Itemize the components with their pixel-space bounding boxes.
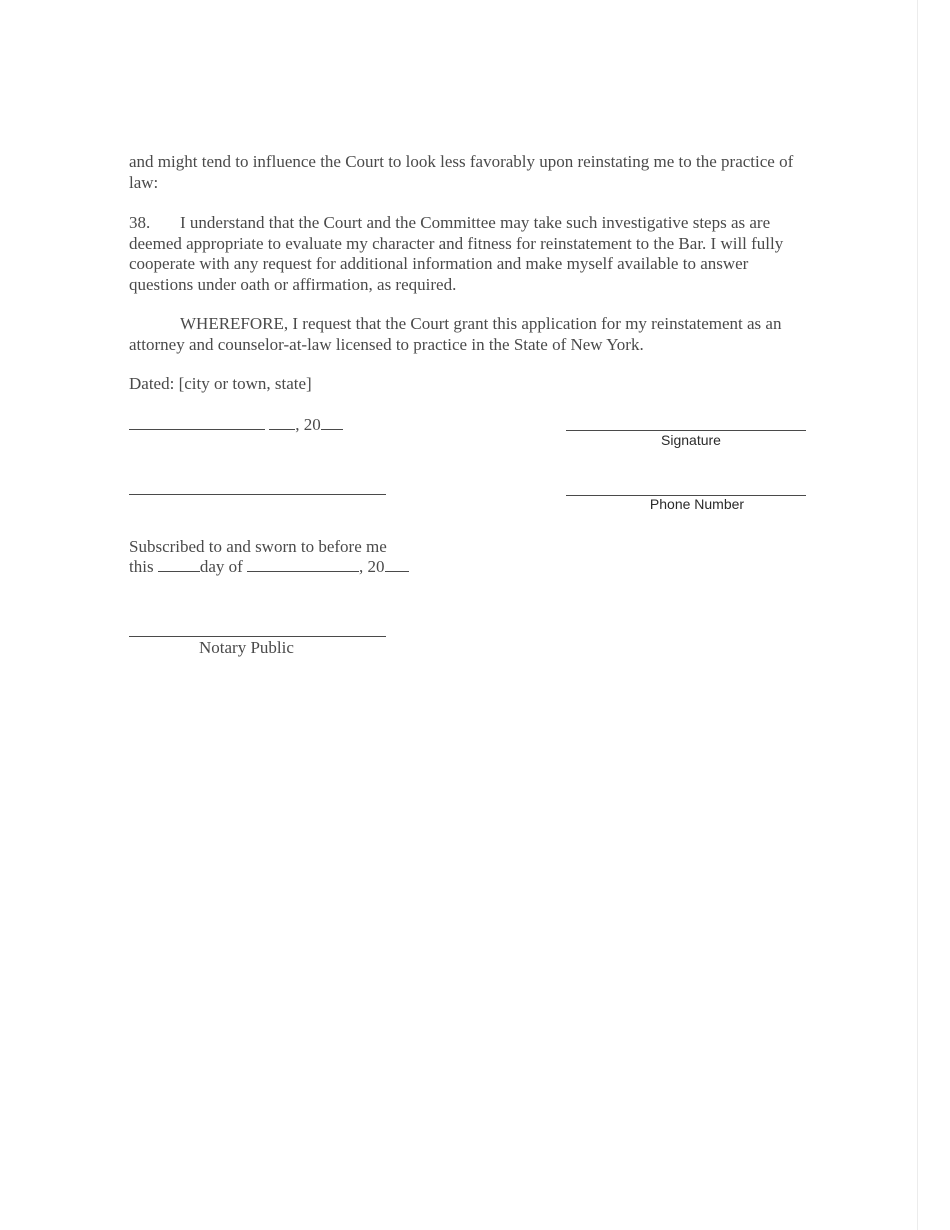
sworn-line-1: Subscribed to and sworn to before me bbox=[129, 537, 387, 556]
notary-public-label: Notary Public bbox=[199, 638, 294, 657]
phone-number-label: Phone Number bbox=[649, 496, 745, 512]
sworn-year-blank[interactable] bbox=[385, 557, 409, 572]
date-comma: , bbox=[295, 415, 304, 434]
date-fill-line bbox=[129, 415, 343, 435]
signature-line[interactable] bbox=[566, 430, 806, 431]
sworn-year-prefix: , 20 bbox=[359, 557, 385, 576]
date-month-blank[interactable] bbox=[129, 415, 265, 430]
date-day-blank[interactable] bbox=[269, 415, 295, 430]
sworn-month-blank[interactable] bbox=[247, 557, 359, 572]
dated-label: Dated: [city or town, state] bbox=[129, 374, 312, 393]
intro-paragraph: and might tend to influence the Court to look less favorably upon reinstating me to the practice of law: bbox=[129, 152, 794, 192]
date-year-blank[interactable] bbox=[321, 415, 343, 430]
paragraph-38-text: I understand that the Court and the Committee may take such investigative steps as are deemed appropriate to evaluate my character and fitness for reinstatement to the Bar. I will fully cooperate with any request for additional information and make myself available to answer questions under oath or affirmation, as required. bbox=[129, 213, 784, 294]
signature-label: Signature bbox=[661, 432, 721, 448]
notary-signature-line[interactable] bbox=[129, 636, 386, 637]
paragraph-38 bbox=[129, 213, 809, 295]
paragraph-number: 38. bbox=[129, 213, 151, 232]
sworn-day-of-label: day of bbox=[199, 557, 243, 576]
scan-edge-shadow bbox=[917, 0, 918, 1230]
sworn-line-2 bbox=[129, 557, 409, 577]
printed-name-line[interactable] bbox=[129, 494, 386, 495]
sworn-this-label: this bbox=[129, 557, 154, 576]
date-year-prefix: 20 bbox=[303, 415, 321, 434]
sworn-day-blank[interactable] bbox=[158, 557, 200, 572]
wherefore-paragraph: WHEREFORE, I request that the Court grant this application for my reinstatement as an attorney and counselor-at-law licensed to practice in the State of New York. bbox=[129, 314, 782, 354]
